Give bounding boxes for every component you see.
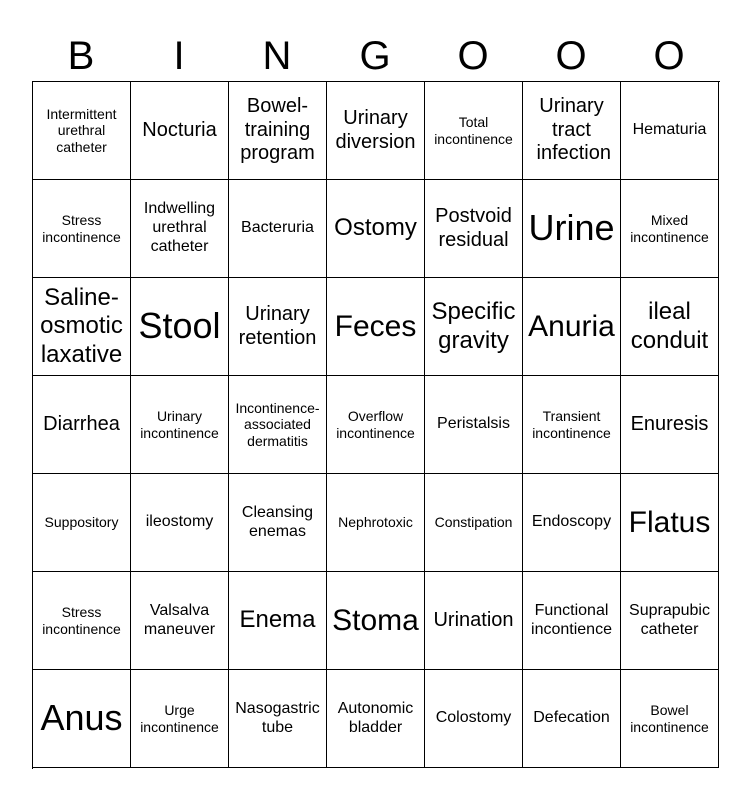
bingo-cell-text: Transient incontinence [532, 407, 611, 441]
bingo-cell-text: Saline-osmotic laxative [40, 284, 123, 368]
bingo-cell[interactable] [33, 82, 131, 180]
header-letter: O [555, 34, 587, 78]
bingo-cell-text: ileostomy [145, 513, 214, 531]
bingo-cell-text: Intermittent urethral catheter [46, 105, 117, 155]
bingo-cell[interactable] [621, 572, 719, 670]
header-letter: N [262, 34, 292, 78]
bingo-cell[interactable] [229, 572, 327, 670]
bingo-cell-text: Stress incontinence [42, 211, 121, 245]
bingo-cell-text: Urinary retention [238, 302, 317, 349]
bingo-cell[interactable] [425, 572, 523, 670]
bingo-cell[interactable] [33, 572, 131, 670]
bingo-cell-text: Specific gravity [431, 298, 516, 354]
bingo-cell[interactable] [523, 474, 621, 572]
bingo-cell[interactable] [523, 180, 621, 278]
bingo-cell[interactable] [131, 180, 229, 278]
bingo-cell[interactable] [425, 376, 523, 474]
bingo-cell-text: Nocturia [142, 118, 217, 141]
bingo-cell[interactable] [131, 670, 229, 768]
bingo-cell[interactable] [327, 278, 425, 376]
bingo-cell[interactable] [33, 670, 131, 768]
bingo-cell-text: Incontinence-associated dermatitis [235, 399, 320, 449]
bingo-cell[interactable] [33, 278, 131, 376]
bingo-cell-text: Urinary incontinence [140, 407, 219, 441]
bingo-cell-text: Hematuria [632, 121, 707, 139]
bingo-cell-text: Peristalsis [437, 415, 510, 433]
bingo-cell-text: Valsalva maneuver [143, 601, 216, 638]
bingo-cell-text: Suprapubic catheter [629, 601, 710, 638]
bingo-cell-text: Autonomic bladder [337, 699, 414, 736]
bingo-cell[interactable] [327, 474, 425, 572]
bingo-cell[interactable] [425, 82, 523, 180]
bingo-cell-text: Feces [334, 309, 417, 343]
bingo-cell-text: Urination [433, 608, 514, 631]
bingo-cell-text: Total incontinence [434, 113, 513, 147]
bingo-cell[interactable] [33, 180, 131, 278]
header-letter: O [457, 34, 489, 78]
bingo-cell[interactable] [621, 670, 719, 768]
bingo-header [32, 30, 720, 82]
bingo-cell-text: Defecation [533, 709, 610, 727]
bingo-cell-text: Anuria [528, 309, 615, 343]
bingo-cell-text: Enema [239, 606, 316, 634]
bingo-cell[interactable] [621, 278, 719, 376]
bingo-cell-text: Ostomy [334, 214, 417, 242]
bingo-cell[interactable] [327, 670, 425, 768]
bingo-cell[interactable] [523, 670, 621, 768]
bingo-cell[interactable] [425, 474, 523, 572]
header-letter: O [653, 34, 685, 78]
bingo-cell-text: Mixed incontinence [630, 211, 709, 245]
bingo-cell[interactable] [523, 278, 621, 376]
bingo-cell[interactable] [229, 670, 327, 768]
bingo-cell-text: Urinary tract infection [536, 95, 611, 165]
bingo-cell-text: Constipation [434, 514, 513, 531]
bingo-cell-text: Stool [138, 305, 221, 347]
bingo-cell-text: Flatus [628, 505, 711, 539]
bingo-cell-text: Urge incontinence [140, 701, 219, 735]
bingo-cell[interactable] [229, 82, 327, 180]
bingo-cell-text: Overflow incontinence [336, 407, 415, 441]
bingo-cell[interactable] [523, 376, 621, 474]
header-letter: B [67, 34, 95, 78]
bingo-cell[interactable] [327, 82, 425, 180]
bingo-cell[interactable] [131, 278, 229, 376]
bingo-cell-text: ileal conduit [630, 298, 709, 354]
bingo-cell[interactable] [229, 376, 327, 474]
bingo-cell[interactable] [131, 572, 229, 670]
bingo-cell-text: Bowel incontinence [630, 701, 709, 735]
bingo-cell-text: Indwelling urethral catheter [143, 200, 216, 255]
bingo-cell[interactable] [425, 670, 523, 768]
bingo-cell[interactable] [621, 82, 719, 180]
bingo-cell[interactable] [523, 82, 621, 180]
bingo-cell[interactable] [621, 376, 719, 474]
bingo-cell-text: Diarrhea [43, 412, 120, 435]
bingo-cell[interactable] [131, 474, 229, 572]
bingo-cell-text: Stress incontinence [42, 603, 121, 637]
bingo-cell-text: Postvoid residual [435, 204, 512, 251]
bingo-cell-text: Functional incontience [531, 601, 612, 638]
bingo-cell[interactable] [425, 278, 523, 376]
bingo-cell[interactable] [621, 474, 719, 572]
bingo-cell-text: Nasogastric tube [235, 699, 320, 736]
bingo-cell[interactable] [327, 180, 425, 278]
bingo-cell-text: Enuresis [630, 412, 709, 435]
bingo-cell[interactable] [229, 180, 327, 278]
bingo-cell-text: Anus [40, 697, 123, 739]
bingo-cell-text: Suppository [44, 514, 119, 531]
bingo-cell-text: Bacteruria [241, 219, 314, 237]
bingo-cell-text: Cleansing enemas [241, 503, 314, 540]
bingo-cell-text: Urine [528, 207, 615, 249]
bingo-card [32, 81, 720, 769]
bingo-cell[interactable] [229, 278, 327, 376]
bingo-cell[interactable] [131, 376, 229, 474]
bingo-cell[interactable] [327, 572, 425, 670]
bingo-cell-text: Stoma [332, 603, 419, 637]
bingo-cell-text: Nephrotoxic [338, 514, 413, 531]
bingo-cell[interactable] [425, 180, 523, 278]
bingo-cell[interactable] [621, 180, 719, 278]
bingo-cell-text: Urinary diversion [335, 106, 416, 153]
bingo-cell-text: Colostomy [435, 709, 512, 727]
bingo-cell[interactable] [33, 376, 131, 474]
bingo-cell[interactable] [327, 376, 425, 474]
bingo-cell-text: Bowel-training program [240, 95, 315, 165]
bingo-cell[interactable] [523, 572, 621, 670]
header-letter: G [359, 34, 391, 78]
bingo-cell-text: Endoscopy [531, 513, 612, 531]
bingo-cell[interactable] [33, 474, 131, 572]
header-letter: I [173, 34, 185, 78]
bingo-cell[interactable] [131, 82, 229, 180]
bingo-cell[interactable] [229, 474, 327, 572]
